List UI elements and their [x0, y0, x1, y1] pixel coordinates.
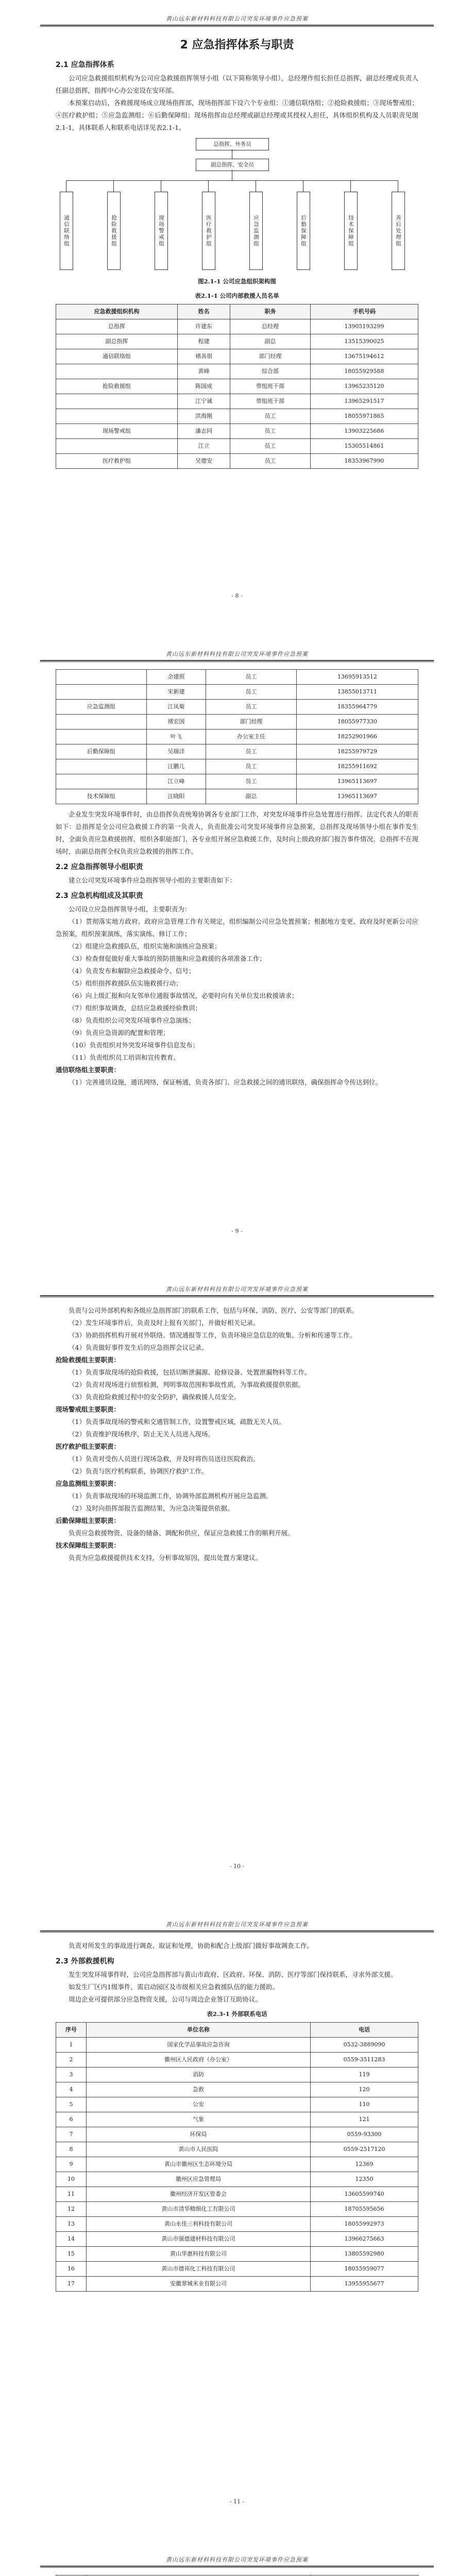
header-rule	[40, 1295, 434, 1296]
org-group-box: 医疗救护组	[202, 192, 215, 270]
table-row	[56, 700, 418, 715]
table-row	[56, 670, 418, 685]
cell: 抢险救援组	[56, 379, 178, 394]
subheading: 后勤保障组主要职责：	[56, 1517, 121, 1524]
cell	[56, 409, 178, 424]
page-header: 黄山远东新材料科技有限公司突发环境事件应急预案	[166, 2556, 308, 2563]
org-drop-line	[208, 180, 209, 192]
cell: 黄山市徽州区生态环境分局	[87, 2157, 311, 2172]
cell: 褚善朋	[177, 349, 230, 364]
cell	[56, 364, 178, 379]
cell	[56, 685, 147, 700]
table-row	[56, 744, 418, 759]
paragraph: （2）发生环境事件后，负责及时上报有关部门，并做好相关记录。	[69, 1319, 260, 1327]
section-heading-2-1: 2.1 应急指挥体系	[56, 61, 114, 69]
header-rule-thin	[40, 1932, 434, 1933]
cell: 18055959077	[311, 2262, 418, 2277]
table-row	[56, 2232, 418, 2247]
cell: 员工	[206, 759, 297, 774]
table-row	[56, 334, 418, 349]
section-heading-2-2: 2.2 应急指挥领导小组职责	[56, 863, 143, 871]
cell: 18255911692	[296, 759, 418, 774]
cell: 18055971865	[310, 409, 418, 424]
cell	[56, 774, 147, 789]
subheading: 医疗救护组主要职责：	[56, 1443, 121, 1450]
cell: 0559-3511283	[311, 2053, 418, 2067]
cell: 121	[311, 2112, 418, 2127]
document-page-2	[40, 640, 434, 1247]
table-header-row	[56, 304, 418, 319]
cell: 13905193299	[310, 319, 418, 334]
cell: 叶飞	[146, 730, 206, 744]
table-row	[56, 2247, 418, 2262]
paragraph: （3）负责抢险救援过程中的安全防护，确保救援人员安全。	[69, 1393, 240, 1401]
cell: 119	[311, 2067, 418, 2082]
header-rule-thin	[40, 2567, 434, 2568]
paragraph: 周边企业可提供部分应急物资支援，公司与周边企业签订互助协议。	[69, 1995, 262, 2003]
table-row	[56, 2262, 418, 2277]
cell: 总指挥	[56, 319, 178, 334]
paragraph: （1）负责对受伤人员进行现场急救，并及时将伤员送往医院救治。	[69, 1455, 260, 1463]
cell: 带组班干部	[230, 379, 311, 394]
cell: 员工	[206, 774, 297, 789]
cell: 黄山市清华精细化工有限公司	[87, 2202, 311, 2217]
col-header: 手机号码	[310, 304, 418, 319]
cell	[56, 670, 147, 685]
subheading: 应急监测组主要职责：	[56, 1480, 121, 1487]
table-row	[56, 2127, 418, 2142]
duty-item: （1）贯彻落实地方政府、政府应急管理工作有关规定，组织编制公司应急处置预案；根据地方变更、政府及时更新公司应急预案，组织预案演练，落实演练、修订工作；	[56, 918, 418, 938]
table-caption: 表2.1-1 公司内部救援人员名单	[195, 292, 279, 299]
cell: 综合部	[230, 364, 311, 379]
table-row	[56, 2217, 418, 2232]
cell: 员工	[206, 700, 297, 715]
cell: 徽州区人民政府（办公室）	[87, 2053, 311, 2067]
table-row	[56, 364, 418, 379]
cell: 通信联络组	[56, 349, 178, 364]
cell: 8	[56, 2142, 87, 2157]
col-header: 电话	[311, 2023, 418, 2038]
cell: 18355964779	[296, 700, 418, 715]
subheading: 通信联络组主要职责：	[56, 1066, 121, 1074]
table-row	[56, 2082, 418, 2097]
cell: 黄山华惠科技有限公司	[87, 2247, 311, 2262]
org-group-box: 技术保障组	[344, 192, 358, 270]
cell: 18055929588	[310, 364, 418, 379]
paragraph: （3）协助指挥机构开展对外联络、情况通报等工作，负责环境应急信息的收集、分析和传递等工作。	[69, 1331, 356, 1339]
header-rule	[40, 25, 434, 26]
page-number: - 9 -	[231, 1228, 243, 1234]
paragraph: （1）完善通讯设施，通讯网络，保证畅通，负责各部门、应急救援之间的通讯联络，确保指挥命令传达到位。	[69, 1078, 382, 1086]
cell: 13965291517	[310, 394, 418, 409]
paragraph: 负责为应急救援提供技术支持，分析事故原因，提出处置方案建议。	[69, 1554, 262, 1562]
cell: 13955955677	[311, 2277, 418, 2292]
table-row	[56, 2172, 418, 2187]
cell: 江宁诚	[177, 394, 230, 409]
cell: 18252901966	[296, 730, 418, 744]
cell: 110	[311, 2097, 418, 2112]
cell	[56, 730, 147, 744]
cell: 13965113697	[296, 789, 418, 804]
cell: 2	[56, 2053, 87, 2067]
cell: 洪海刚	[177, 409, 230, 424]
document-page-4	[40, 1911, 434, 2518]
cell: 后勤保障组	[56, 744, 147, 759]
cell: 黄峰	[177, 364, 230, 379]
paragraph: 发生突发环境事件时，公司应急指挥部与黄山市政府、区政府、环保、消防、医疗等部门保持联系，寻求外部支援。	[69, 1971, 397, 1978]
header-rule	[40, 660, 434, 661]
section-heading-external: 2.3 外部救援机构	[56, 1957, 114, 1965]
table-row	[56, 2038, 418, 2053]
paragraph: 如发生厂区内1级事件，需启动园区及市级相关应急救援队伍的能力援助。	[69, 1983, 279, 1991]
paragraph: （2）负责与医疗机构联系，协调医疗救护工作。	[69, 1467, 208, 1475]
cell: 员工	[206, 744, 297, 759]
paragraph: （4）负责做好事件发生后的应急指挥会议记录。	[69, 1344, 208, 1351]
duty-item: （5）组织指挥救援队伍实施救援行动；	[69, 979, 182, 987]
cell: 国家化学品事故应急咨询	[87, 2038, 311, 2053]
cell: 徽州区应急管理局	[87, 2172, 311, 2187]
header-rule	[40, 2566, 434, 2567]
page-number: - 11 -	[229, 2498, 245, 2505]
table-row	[56, 379, 418, 394]
cell: 18353967990	[310, 454, 418, 469]
table-row	[56, 2202, 418, 2217]
cell: 环保局	[87, 2127, 311, 2142]
chapter-title: 2 应急指挥体系与职责	[180, 39, 294, 52]
cell: 13903225686	[310, 424, 418, 439]
cell: 部门经理	[206, 715, 297, 730]
cell: 12369	[311, 2157, 418, 2172]
org-top-box: 总指挥、外务员	[196, 138, 269, 150]
cell: 13515390025	[310, 334, 418, 349]
duty-item: （7）组织事故调查，总结应急救援经验教训；	[69, 1004, 201, 1012]
cell: 黄山市人民医院	[87, 2142, 311, 2157]
table-row	[56, 2142, 418, 2157]
table-row	[56, 2112, 418, 2127]
table-row	[56, 409, 418, 424]
cell: 徽州经济开发区管委会	[87, 2187, 311, 2202]
table-row	[56, 394, 418, 409]
cell: 10	[56, 2172, 87, 2187]
cell: 消防	[87, 2067, 311, 2082]
cell: 0532-3889090	[311, 2038, 418, 2053]
col-header: 序号	[56, 2023, 87, 2038]
paragraph: （2）负责对现场进行侦察检测，判明事故范围和事故性质，为事故救援提供依据。	[69, 1381, 304, 1388]
paragraph: 公司设立应急指挥领导小组，主要职责为：	[69, 905, 191, 913]
cell: 急救	[87, 2082, 311, 2097]
table-row	[56, 424, 418, 439]
cell: 副总	[206, 789, 297, 804]
cell: 员工	[206, 685, 297, 700]
table-row	[56, 715, 418, 730]
cell: 员工	[230, 439, 311, 454]
cell: 120	[311, 2082, 418, 2097]
org-drop-line	[113, 180, 114, 192]
cell: 5	[56, 2097, 87, 2112]
subheading: 现场警戒组主要职责：	[56, 1405, 121, 1413]
paragraph: 负责对所发生的事故进行调查、取证和处理，协助和配合上级部门做好事故调查工作。	[69, 1942, 314, 1950]
table-row	[56, 2097, 418, 2112]
table-row	[56, 349, 418, 364]
page-number: - 8 -	[231, 592, 243, 599]
org-group-box: 后勤保障组	[297, 192, 310, 270]
paragraph: 建立公司突发环境事件应急指挥领导小组的主要职责如下：	[69, 876, 236, 884]
cell: 江立峰	[146, 774, 206, 789]
page-header: 黄山远东新材料科技有限公司突发环境事件应急预案	[166, 15, 308, 22]
org-group-box: 现场警戒组	[155, 192, 168, 270]
cell: 4	[56, 2082, 87, 2097]
header-rule	[40, 1930, 434, 1931]
org-connector	[66, 180, 398, 181]
duty-item: （4）负责发布和解除应急救援命令、信号；	[69, 967, 195, 975]
subheading: 技术保障组主要职责：	[56, 1541, 121, 1549]
duty-item: （6）向上级汇报和向友邻单位通报事故情况，必要时向有关单位发出救援请求；	[69, 992, 298, 999]
cell: 江立	[177, 439, 230, 454]
col-header: 应急救援组织机构	[56, 304, 178, 319]
org-mid-box: 副总指挥、安全员	[196, 159, 269, 171]
internal-rescue-table	[56, 304, 418, 469]
page-header: 黄山远东新材料科技有限公司突发环境事件应急预案	[166, 1921, 308, 1928]
col-header: 职务	[230, 304, 311, 319]
cell	[56, 394, 178, 409]
paragraph: 负责与公司外部机构和各级应急指挥部门的联系工作，包括与环保、消防、医疗、公安等部门的联系。	[69, 1307, 359, 1314]
cell: 办公室主任	[206, 730, 297, 744]
paragraph: 企业发生突发环境事件时，由总指挥负责统筹协调各专业部门工作，对突发环境事件应急处置进行指挥。法定代表人的职责如下：总指挥是全公司应急救援工作的第一负责人，负责批准公司突发环境事件应急预案，总指挥及现场领导小组在事件发生时，全面负责应急救援指挥，组织各职能部门、各专业组开展应急救援工作，及时向上级政府部门报告事件情况。总指挥不在现场时，由副总指挥全权负责应急救援的指挥工作。	[56, 810, 418, 855]
cell: 程建	[177, 334, 230, 349]
paragraph: 本预案启动后，各救援现场成立现场指挥部，现场指挥部下设六个专业组：①通信联络组；②抢险救援组；③现场警戒组；④医疗救护组；⑤应急监测组；⑥后勤保障组；现场指挥由总经理或副总经理或其授权人担任，具体组织机构及人员职责见图2.1-1，具体联系人和联系电话详见表2.1-1。	[56, 99, 418, 131]
org-group-box: 应急监测组	[249, 192, 263, 270]
cell: 13965235120	[310, 379, 418, 394]
cell: 气象	[87, 2112, 311, 2127]
cell: 员工	[230, 454, 311, 469]
cell: 0559-2517120	[311, 2142, 418, 2157]
cell: 13695913512	[296, 670, 418, 685]
table-row	[56, 319, 418, 334]
col-header: 单位名称	[87, 2023, 311, 2038]
external-contacts-table	[56, 2022, 418, 2292]
cell: 员工	[230, 424, 311, 439]
cell: 褚宏国	[146, 715, 206, 730]
cell: 0559-93300	[311, 2127, 418, 2142]
cell: 员工	[206, 670, 297, 685]
cell	[56, 715, 147, 730]
document-page-3	[40, 1276, 434, 1883]
cell: 7	[56, 2127, 87, 2142]
table-row	[56, 730, 418, 744]
cell: 现场警戒组	[56, 424, 178, 439]
cell: 许建东	[177, 319, 230, 334]
paragraph: （2）及时向指挥部报告监测结果，为应急决策提供依据。	[69, 1504, 234, 1512]
header-rule-thin	[40, 26, 434, 27]
cell: 6	[56, 2112, 87, 2127]
document-page-5	[40, 2546, 434, 2576]
cell: 18055992973	[311, 2217, 418, 2232]
col-header: 姓名	[177, 304, 230, 319]
table-row	[56, 789, 418, 804]
cell: 员工	[230, 409, 311, 424]
table-row	[56, 2277, 418, 2292]
cell: 带组班干部	[230, 394, 311, 409]
duty-item: （9）负责应急资源的配置和管理；	[69, 1029, 170, 1037]
cell: 13855013711	[296, 685, 418, 700]
paragraph: 负责应急救援物资、设备的储备、调配和供应，保证应急救援工作的顺利开展。	[69, 1529, 294, 1537]
cell: 技术保障组	[56, 789, 147, 804]
paragraph: （1）负责事故现场的警戒和交通管制工作，设置警戒区域，疏散无关人员。	[69, 1418, 285, 1426]
cell: 18055977330	[296, 715, 418, 730]
duty-item: （2）组建应急救援队伍，组织实施和演练应急预案；	[69, 942, 221, 950]
cell: 1	[56, 2038, 87, 2053]
table-row	[56, 2053, 418, 2067]
table-row	[56, 454, 418, 469]
cell	[56, 439, 178, 454]
cell: 汪晓阳	[146, 789, 206, 804]
cell	[56, 759, 147, 774]
cell: 黄山永佳三利科技有限公司	[87, 2217, 311, 2232]
cell: 13965113697	[296, 774, 418, 789]
paragraph: 公司应急救援组织机构为公司应急救援指挥领导小组（以下简称领导小组），总经理作组长担任总指挥，副总经理或负责人任副总指挥，指挥中心办公室设在安环部。	[56, 74, 418, 94]
cell: 15305514861	[310, 439, 418, 454]
cell: 13966275663	[311, 2232, 418, 2247]
cell: 副总指挥	[56, 334, 178, 349]
cell: 13805592980	[311, 2247, 418, 2262]
table-header-row	[56, 2023, 418, 2038]
cell: 12	[56, 2202, 87, 2217]
paragraph: （2）负责维护现场秩序，防止无关人员进入现场。	[69, 1430, 214, 1438]
cell: 18255979729	[296, 744, 418, 759]
cell: 13	[56, 2217, 87, 2232]
cell: 公安	[87, 2097, 311, 2112]
internal-rescue-table-continued	[56, 669, 418, 804]
cell: 陈国成	[177, 379, 230, 394]
cell: 13605599740	[311, 2187, 418, 2202]
page-header: 黄山远东新材料科技有限公司突发环境事件应急预案	[166, 651, 308, 657]
org-chart	[56, 138, 418, 287]
cell: 9	[56, 2157, 87, 2172]
table-row	[56, 774, 418, 789]
section-heading-2-3: 2.3 应急机构组成及其职责	[56, 892, 143, 900]
cell: 吴德安	[177, 454, 230, 469]
table-row	[56, 759, 418, 774]
cell: 部门经理	[230, 349, 311, 364]
cell: 医疗救护组	[56, 454, 178, 469]
table-row	[56, 2157, 418, 2172]
org-group-box: 通信联络组	[60, 192, 73, 270]
cell: 12350	[311, 2172, 418, 2187]
cell: 江凤菊	[146, 700, 206, 715]
cell: 3	[56, 2067, 87, 2082]
table-caption: 表2.3-1 外部联系电话	[207, 2010, 267, 2018]
cell: 黄山市德邦化工科技有限公司	[87, 2262, 311, 2277]
paragraph: （1）负责事故现场的抢险救援，包括切断泄漏源、抢修设备、处置泄漏物料等工作。	[69, 1368, 311, 1376]
table-row	[56, 2067, 418, 2082]
cell: 13675194612	[310, 349, 418, 364]
cell: 16	[56, 2262, 87, 2277]
cell: 潘志同	[177, 424, 230, 439]
duty-item: （3）检查督促做好重大事故的预防措施和应急救援的各项准备工作；	[69, 955, 266, 962]
cell: 15	[56, 2247, 87, 2262]
paragraph: （1）负责事故现场的环境监测工作，协调外部监测机构开展应急监测。	[69, 1492, 273, 1500]
document-page-1	[40, 5, 434, 612]
table-row	[56, 685, 418, 700]
duty-item: （11）负责组织员工培训和宣传教育。	[69, 1054, 180, 1061]
cell: 总经理	[230, 319, 311, 334]
subheading: 抢险救援组主要职责：	[56, 1356, 121, 1364]
cell: 应急监测组	[56, 700, 147, 715]
cell: 副总	[230, 334, 311, 349]
page-header: 黄山远东新材料科技有限公司突发环境事件应急预案	[166, 1286, 308, 1293]
cell: 11	[56, 2187, 87, 2202]
org-drop-line	[350, 180, 351, 192]
org-group-box: 善后处理组	[392, 192, 405, 270]
cell: 宋新建	[146, 685, 206, 700]
duty-item: （8）负责组织公司突发环境事件应急演练；	[69, 1016, 195, 1024]
cell: 汪鹏儿	[146, 759, 206, 774]
table-row	[56, 439, 418, 454]
cell: 17	[56, 2277, 87, 2292]
cell: 安徽翠城米业有限公司	[87, 2277, 311, 2292]
table-row	[56, 2187, 418, 2202]
cell: 18705595656	[311, 2202, 418, 2217]
duty-item: （10）负责组织对外突发环境事件信息发布；	[69, 1041, 199, 1049]
cell: 14	[56, 2232, 87, 2247]
cell: 余建照	[146, 670, 206, 685]
cell: 黄山市强德建材科技有限公司	[87, 2232, 311, 2247]
figure-caption: 图2.1-1 公司应急组织架构图	[198, 278, 276, 285]
org-group-box: 抢险救援组	[107, 192, 121, 270]
cell: 吴瑞洋	[146, 744, 206, 759]
page-number: - 10 -	[229, 1863, 245, 1870]
